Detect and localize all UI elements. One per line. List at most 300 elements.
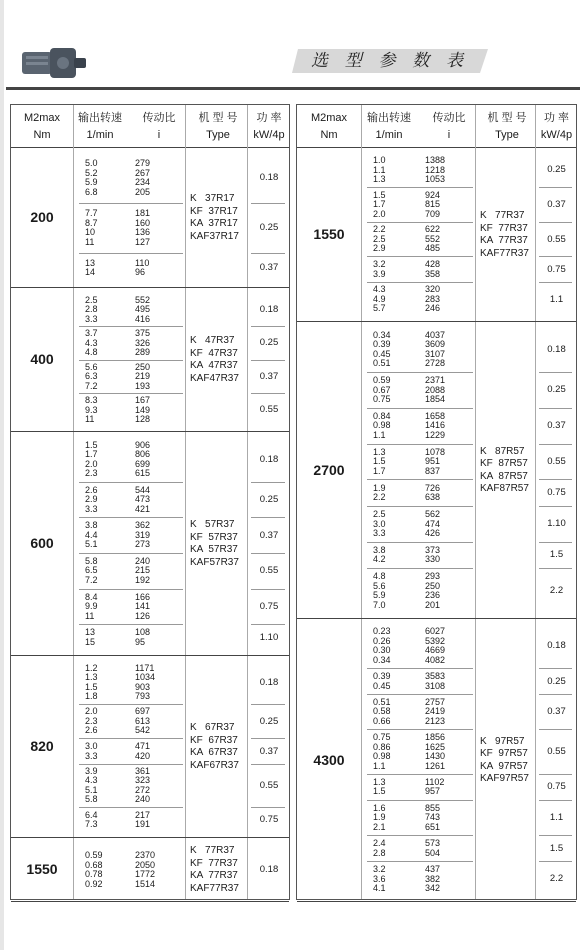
output-speed: 4.8	[85, 347, 98, 357]
torque-group	[11, 149, 289, 288]
model-name: KA 77R37	[480, 235, 528, 246]
ratio-value: 806	[135, 449, 151, 460]
power-block	[297, 222, 576, 257]
speed-cell	[85, 486, 98, 515]
ratio-value: 613	[135, 715, 151, 726]
output-speed: 0.98	[373, 751, 391, 762]
ratio-value: 2123	[425, 715, 446, 726]
power-block	[11, 739, 289, 764]
speed-cell	[373, 156, 386, 185]
output-speed: 0.51	[373, 696, 391, 707]
output-speed: 5.7	[373, 303, 386, 314]
ratio-cell	[425, 448, 445, 477]
output-speed: 11	[85, 236, 95, 247]
output-speed: 4.3	[85, 337, 98, 348]
torque-group	[297, 620, 576, 902]
output-speed: 5.6	[373, 580, 386, 591]
power-block	[297, 257, 576, 283]
ratio-value: 3609	[425, 339, 446, 350]
power-value: 0.25	[259, 222, 279, 234]
output-speed: 0.30	[373, 645, 391, 656]
speed-cell	[85, 209, 98, 247]
ratio-value: 127	[135, 236, 151, 247]
power-value: 0.25	[547, 675, 566, 687]
speed-cell	[373, 510, 386, 539]
output-speed: 4.4	[85, 529, 98, 540]
ratio-value: 166	[135, 591, 151, 602]
output-speed: 5.2	[85, 167, 98, 178]
ratio-value: 6027	[425, 626, 446, 637]
output-speed: 1.1	[373, 429, 386, 440]
ratio-value: 726	[425, 482, 441, 493]
ratio-value: 638	[425, 492, 441, 503]
model-name: KF 67R37	[190, 734, 238, 746]
output-speed: 0.84	[373, 410, 391, 421]
output-speed: 1.3	[85, 672, 98, 683]
speed-cell	[373, 778, 386, 797]
ratio-cell	[425, 331, 445, 369]
ratio-value: 1658	[425, 410, 446, 421]
power-value: 2.2	[549, 873, 564, 885]
ratio-value: 5392	[425, 635, 446, 646]
ratio-cell	[135, 593, 150, 622]
ratio-value: 217	[135, 809, 151, 820]
torque-value: 400	[30, 351, 54, 367]
ratio-value: 2050	[135, 859, 156, 870]
page-title: 选 型 参 数 表	[311, 51, 469, 70]
output-speed: 1.7	[85, 449, 98, 460]
ratio-value: 128	[135, 414, 151, 424]
header-ratio: 传动比	[432, 112, 466, 124]
output-speed: 7.7	[85, 208, 98, 219]
ratio-value: 272	[135, 784, 151, 795]
output-speed: 3.9	[85, 765, 98, 776]
power-block	[297, 862, 576, 897]
output-speed: 1.5	[373, 456, 386, 467]
output-speed: 13	[85, 627, 96, 638]
output-speed: 2.2	[373, 224, 386, 235]
model-name: K 57R37	[190, 519, 235, 530]
ratio-value: 136	[135, 227, 151, 238]
ratio-value: 562	[425, 509, 441, 520]
output-speed: 1.1	[373, 760, 386, 771]
power-block	[11, 293, 289, 327]
ratio-cell	[425, 672, 445, 691]
torque-value: 820	[30, 738, 54, 754]
model-name: KA 97R57	[480, 760, 528, 772]
model-name: K 87R57	[480, 445, 525, 457]
output-speed: 0.58	[373, 706, 391, 717]
ratio-value: 110	[135, 257, 150, 268]
power-value: 0.75	[259, 600, 279, 612]
header-model: 机 型 号	[198, 112, 238, 124]
ratio-value: 4037	[425, 329, 446, 340]
torque-value: 2700	[313, 461, 345, 478]
power-value: 0.37	[547, 706, 566, 718]
speed-cell	[85, 521, 98, 550]
ratio-cell	[135, 742, 150, 761]
ratio-value: 573	[425, 838, 441, 849]
output-speed: 1.6	[373, 802, 386, 813]
speed-cell	[85, 557, 98, 586]
output-speed: 0.98	[373, 420, 391, 431]
torque-group	[11, 433, 289, 656]
speed-cell	[373, 191, 386, 220]
speed-cell	[373, 627, 391, 665]
output-speed: 0.86	[373, 741, 391, 752]
ratio-cell	[135, 296, 150, 325]
output-speed: 4.3	[85, 775, 98, 786]
power-value: 0.37	[259, 529, 279, 541]
output-speed: 3.3	[373, 528, 386, 539]
power-block	[11, 808, 289, 833]
torque-group	[297, 149, 576, 322]
ratio-cell	[135, 486, 150, 515]
speed-cell	[373, 733, 391, 771]
ratio-value: 250	[425, 580, 441, 591]
ratio-value: 279	[135, 158, 151, 169]
model-name: KA 47R37	[190, 360, 238, 371]
power-block	[11, 704, 289, 738]
speed-cell	[85, 159, 98, 197]
ratio-cell	[135, 441, 150, 479]
power-block	[297, 669, 576, 695]
speed-cell	[373, 698, 391, 727]
model-name: KF 37R17	[190, 205, 238, 217]
output-speed: 2.0	[85, 458, 98, 469]
ratio-value: 2088	[425, 384, 446, 395]
ratio-value: 330	[425, 554, 441, 565]
power-value: 2.2	[549, 585, 564, 597]
ratio-value: 160	[135, 217, 151, 228]
ratio-cell	[425, 191, 440, 220]
torque-group	[11, 289, 289, 432]
ratio-cell	[425, 546, 440, 565]
output-speed: 5.9	[85, 177, 98, 188]
ratio-value: 1229	[425, 429, 446, 440]
power-block	[297, 730, 576, 775]
ratio-value: 1171	[135, 662, 155, 673]
ratio-value: 1514	[135, 878, 156, 889]
speed-cell	[373, 376, 391, 405]
ratio-value: 957	[425, 786, 441, 797]
ratio-value: 96	[135, 267, 146, 278]
output-speed: 3.9	[373, 268, 386, 279]
output-speed: 0.26	[373, 635, 391, 646]
model-name: KA 67R37	[190, 747, 238, 758]
output-speed: 0.51	[373, 358, 391, 369]
power-block	[11, 843, 289, 897]
ratio-cell	[425, 572, 440, 610]
power-value: 0.18	[259, 303, 279, 315]
power-block	[297, 327, 576, 372]
model-name: KA 57R37	[190, 544, 238, 555]
power-value: 1.1	[549, 293, 564, 305]
model-name: K 97R57	[480, 735, 525, 747]
header-torque-unit: Nm	[33, 129, 51, 141]
output-speed: 3.8	[373, 544, 386, 555]
ratio-value: 416	[135, 313, 151, 324]
ratio-cell	[135, 664, 155, 702]
power-value: 0.75	[547, 487, 566, 499]
speed-cell	[373, 839, 386, 858]
ratio-value: 323	[135, 775, 151, 786]
ratio-value: 855	[425, 802, 441, 813]
power-value: 1.10	[547, 518, 566, 530]
power-value: 0.37	[547, 198, 566, 210]
header-speed-unit: 1/min	[375, 129, 403, 141]
ratio-value: 552	[135, 294, 151, 305]
model-name: K 67R37	[190, 722, 235, 733]
ratio-cell	[425, 225, 440, 254]
ratio-value: 240	[135, 794, 151, 805]
ratio-value: 437	[425, 864, 441, 875]
ratio-cell	[425, 865, 440, 894]
speed-cell	[85, 628, 95, 647]
ratio-value: 382	[425, 873, 441, 884]
power-value: 0.75	[547, 263, 566, 275]
ratio-cell	[425, 156, 445, 185]
model-name: KF 57R37	[190, 531, 238, 543]
power-value: 0.25	[547, 164, 566, 176]
ratio-value: 358	[425, 268, 441, 279]
output-speed: 0.34	[373, 329, 391, 340]
ratio-value: 699	[135, 458, 151, 469]
output-speed: 0.59	[85, 850, 103, 860]
header-power: 功 率	[543, 112, 570, 124]
power-block	[297, 800, 576, 835]
ratio-cell	[135, 396, 150, 425]
ratio-value: 903	[135, 681, 151, 692]
model-name: KF 77R37	[480, 222, 528, 234]
ratio-value: 246	[425, 303, 441, 314]
power-block	[11, 360, 289, 394]
header-model: 机 型 号	[487, 112, 527, 124]
ratio-value: 108	[135, 627, 151, 638]
ratio-value: 283	[425, 293, 441, 304]
ratio-value: 1078	[425, 446, 446, 457]
power-block	[297, 695, 576, 730]
torque-value: 1550	[26, 861, 58, 877]
ratio-cell	[425, 510, 440, 539]
ratio-value: 552	[425, 233, 441, 244]
output-speed: 4.1	[373, 883, 386, 894]
ratio-cell	[135, 159, 150, 197]
ratio-value: 4082	[425, 654, 446, 665]
power-value: 0.55	[547, 233, 566, 245]
power-block	[297, 408, 576, 444]
ratio-value: 2728	[425, 358, 446, 369]
output-speed: 11	[85, 610, 95, 621]
output-speed: 10	[85, 227, 96, 238]
ratio-value: 906	[135, 439, 151, 450]
selection-table-left	[10, 104, 290, 900]
ratio-value: 420	[135, 750, 151, 761]
output-speed: 1.9	[373, 812, 386, 823]
output-speed: 7.2	[85, 380, 98, 391]
output-speed: 3.8	[85, 520, 98, 531]
power-block	[297, 542, 576, 568]
ratio-cell	[135, 209, 150, 247]
output-speed: 2.5	[85, 294, 98, 305]
output-speed: 1.5	[85, 439, 98, 450]
ratio-value: 471	[135, 741, 151, 752]
torque-value: 1550	[313, 226, 345, 242]
output-speed: 0.34	[373, 654, 391, 665]
power-block	[297, 282, 576, 317]
output-speed: 0.59	[373, 375, 391, 385]
ratio-value: 3583	[425, 671, 446, 682]
ratio-value: 250	[135, 361, 151, 372]
output-speed: 1.2	[85, 662, 98, 673]
ratio-value: 2419	[425, 706, 446, 717]
output-speed: 5.9	[373, 590, 386, 601]
power-block	[11, 518, 289, 554]
header-torque: M2max	[23, 112, 61, 124]
header-ratio: 传动比	[142, 112, 176, 124]
ratio-cell	[135, 363, 150, 392]
ratio-value: 743	[425, 812, 441, 823]
speed-cell	[85, 742, 98, 761]
ratio-value: 205	[135, 186, 151, 197]
output-speed: 3.0	[373, 518, 386, 529]
ratio-cell	[135, 707, 150, 736]
ratio-cell	[425, 412, 445, 441]
power-block	[297, 506, 576, 542]
output-speed: 1.3	[373, 446, 386, 457]
power-value: 0.37	[259, 370, 279, 382]
ratio-value: 1856	[425, 732, 446, 743]
torque-value: 4300	[313, 751, 345, 768]
model-name: KAF77R37	[190, 882, 239, 894]
header-ratio-unit: i	[157, 129, 161, 141]
ratio-value: 709	[425, 208, 441, 219]
speed-cell	[373, 448, 386, 477]
output-speed: 5.8	[85, 794, 98, 805]
power-block	[297, 153, 576, 188]
output-speed: 2.1	[373, 821, 386, 832]
output-speed: 5.1	[85, 539, 98, 550]
model-name: KA 87R57	[480, 470, 528, 482]
output-speed: 2.9	[85, 494, 98, 505]
ratio-value: 473	[135, 494, 151, 505]
power-block	[297, 480, 576, 506]
ratio-value: 1218	[425, 164, 446, 175]
ratio-value: 837	[425, 465, 441, 476]
output-speed: 4.2	[373, 554, 386, 565]
output-speed: 9.3	[85, 404, 98, 415]
power-block	[11, 254, 289, 283]
ratio-value: 293	[425, 571, 441, 582]
speed-cell	[85, 664, 98, 702]
output-speed: 8.7	[85, 217, 98, 228]
output-speed: 0.92	[85, 878, 103, 889]
ratio-value: 1053	[425, 174, 446, 185]
output-speed: 4.8	[373, 571, 386, 582]
power-value: 1.5	[549, 549, 564, 561]
ratio-value: 504	[425, 847, 441, 858]
ratio-value: 474	[425, 518, 441, 529]
output-speed: 1.9	[373, 482, 386, 493]
output-speed: 5.1	[85, 784, 98, 795]
power-block	[11, 203, 289, 253]
power-block	[11, 764, 289, 807]
model-name: KAF77R37	[480, 247, 529, 259]
power-value: 0.18	[547, 343, 566, 355]
output-speed: 5.8	[85, 555, 98, 566]
ratio-value: 361	[135, 765, 151, 776]
output-speed: 6.8	[85, 186, 98, 197]
torque-group	[11, 657, 289, 838]
ratio-value: 126	[135, 610, 151, 621]
model-name: KAF97R57	[480, 773, 529, 784]
power-block	[297, 372, 576, 408]
output-speed: 6.3	[85, 371, 98, 381]
output-speed: 15	[85, 636, 96, 647]
model-name: K 77R37	[480, 210, 525, 221]
output-speed: 0.78	[85, 869, 103, 879]
model-name: KA 77R37	[190, 870, 238, 881]
ratio-value: 1625	[425, 741, 446, 752]
model-name: KF 77R37	[190, 857, 238, 869]
output-speed: 1.5	[373, 786, 386, 797]
power-block	[11, 482, 289, 518]
speed-cell	[373, 572, 386, 610]
speed-cell	[85, 329, 98, 358]
model-name: K 77R37	[190, 845, 235, 856]
header-power-unit: kW/4p	[540, 129, 573, 141]
speed-cell	[373, 865, 386, 894]
output-speed: 0.68	[85, 859, 103, 870]
ratio-value: 615	[135, 468, 151, 479]
output-speed: 6.5	[85, 565, 98, 576]
header-model-unit: Type	[495, 129, 519, 141]
power-value: 0.25	[259, 715, 279, 727]
ratio-cell	[135, 259, 149, 278]
power-value: 0.75	[547, 781, 566, 793]
power-value: 0.55	[547, 456, 566, 467]
output-speed: 0.67	[373, 384, 391, 395]
ratio-value: 1034	[135, 672, 156, 683]
ratio-value: 192	[135, 574, 151, 585]
power-value: 0.18	[547, 640, 566, 652]
speed-cell	[373, 260, 386, 279]
output-speed: 3.3	[85, 750, 98, 761]
power-value: 0.18	[259, 172, 279, 184]
ratio-value: 1430	[425, 751, 446, 762]
power-value: 0.55	[259, 404, 279, 416]
ratio-cell	[425, 733, 445, 771]
output-speed: 0.45	[373, 348, 391, 359]
power-value: 0.37	[259, 745, 279, 757]
header-speed-unit: 1/min	[86, 129, 114, 141]
model-name: KAF67R37	[190, 759, 239, 771]
ratio-value: 3107	[425, 348, 446, 359]
header-torque-unit: Nm	[320, 129, 338, 141]
power-value: 0.75	[259, 814, 279, 826]
output-speed: 5.6	[85, 361, 98, 372]
output-speed: 2.9	[373, 243, 386, 254]
ratio-value: 236	[425, 590, 441, 601]
output-speed: 3.2	[373, 259, 386, 270]
output-speed: 8.3	[85, 395, 98, 405]
power-value: 0.37	[259, 262, 279, 274]
power-value: 0.18	[259, 864, 279, 875]
power-value: 0.25	[259, 493, 279, 505]
model-name: KA 37R17	[190, 218, 238, 229]
selection-table-right	[296, 104, 577, 900]
output-speed: 0.66	[373, 715, 391, 726]
